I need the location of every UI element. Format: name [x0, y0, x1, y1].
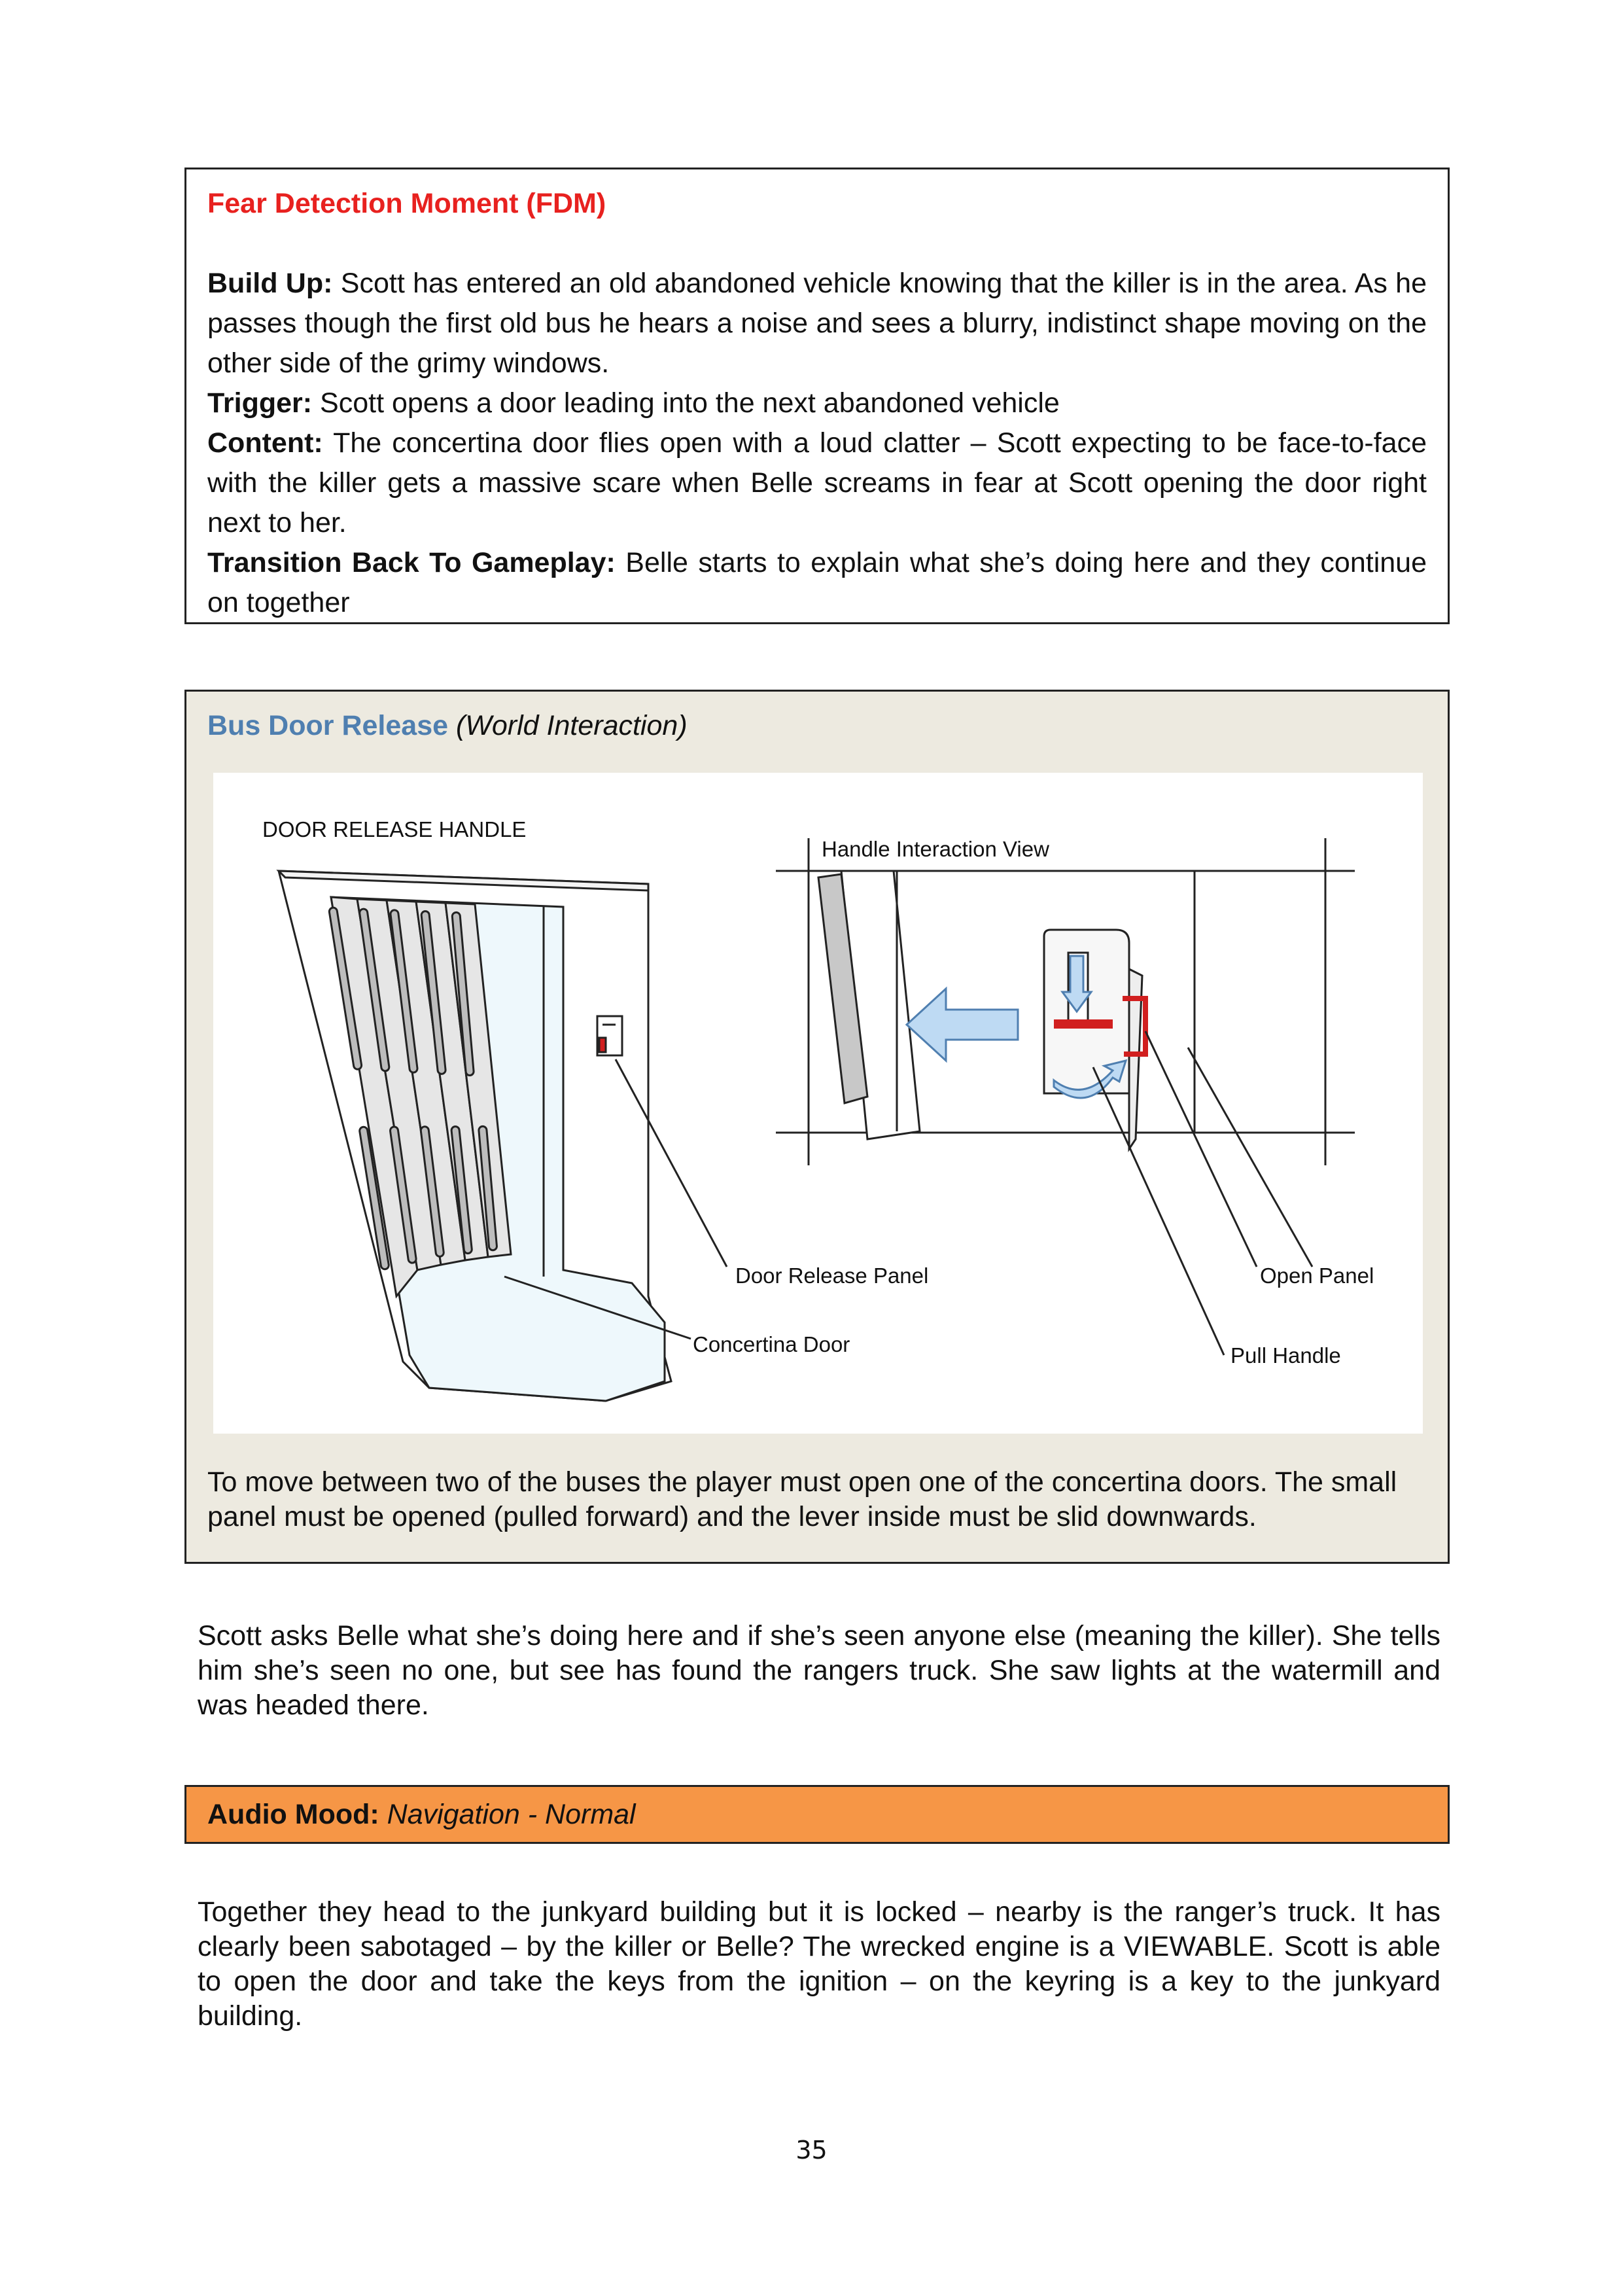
- bus-door-subtitle: (World Interaction): [448, 710, 688, 741]
- label-concertina-door: Concertina Door: [693, 1332, 850, 1356]
- open-panel-graphic: [1044, 930, 1142, 1149]
- trigger-label: Trigger:: [207, 387, 313, 419]
- trigger-text: Scott opens a door leading into the next abandoned vehicle: [312, 387, 1060, 419]
- slide-left-arrow-icon: [907, 989, 1018, 1061]
- door-release-panel-small: [597, 1016, 622, 1055]
- fdm-title: Fear Detection Moment (FDM): [207, 188, 606, 219]
- bus-door-title-main: Bus Door Release: [207, 710, 449, 741]
- content-text: The concertina door flies open with a loud clatter – Scott expecting to be face-to-face with the killer gets a massive scare when Belle screams in fear at Scott opening the door right next to her.: [207, 427, 1427, 539]
- fdm-box: [184, 168, 1450, 624]
- fdm-content: [207, 423, 1427, 543]
- fdm-build-up: [207, 264, 1427, 383]
- bus-door-box: [184, 690, 1450, 1564]
- build-up-text: Scott has entered an old abandoned vehicle knowing that the killer is in the area. As he passes though the first old bus he hears a noise and sees a blurry, indistinct shape moving on the other side of the grimy windows.: [207, 268, 1427, 379]
- audio-mood-box: [184, 1785, 1450, 1844]
- left-diagram-title: DOOR RELEASE HANDLE: [262, 817, 527, 841]
- door-release-diagram: [213, 773, 1423, 1434]
- audio-mood-label: Audio Mood:: [207, 1799, 379, 1830]
- bus-door-title: [207, 706, 688, 746]
- label-pull-handle: Pull Handle: [1230, 1343, 1341, 1368]
- transition-text: Belle starts to explain what she’s doing here and they continue on together: [207, 547, 1427, 618]
- page-number: 35: [795, 2136, 828, 2164]
- build-up-label: Build Up:: [207, 268, 333, 299]
- bus-door-caption: To move between two of the buses the player must open one of the concertina doors. The small panel must be opened (pulled forward) and the lever inside must be slid downwards.: [207, 1466, 1397, 1532]
- right-diagram-title: Handle Interaction View: [822, 837, 1049, 861]
- fdm-transition: [207, 543, 1427, 623]
- content-label: Content:: [207, 427, 323, 459]
- story-paragraph-2: Together they head to the junkyard building but it is locked – nearby is the ranger’s truck. It has clearly been sabotaged – by the killer or Belle? The wrecked engine is a VIEWABLE. Scott is able to open the door and take the keys from the ignition – on the keyring is a key to the junkyard building.: [198, 1896, 1440, 2032]
- audio-mood-value: Navigation - Normal: [379, 1799, 636, 1830]
- fdm-trigger: [207, 383, 1427, 423]
- label-door-release-panel: Door Release Panel: [735, 1263, 929, 1288]
- door-release-illustration: [213, 773, 1423, 1434]
- release-lever: [1054, 1019, 1113, 1029]
- label-open-panel: Open Panel: [1260, 1263, 1374, 1288]
- transition-label: Transition Back To Gameplay:: [207, 547, 616, 578]
- story-paragraph-1: Scott asks Belle what she’s doing here and if she’s seen anyone else (meaning the killer). She tells him she’s seen no one, but see has found the rangers truck. She saw lights at the watermill and was headed there.: [198, 1620, 1440, 1721]
